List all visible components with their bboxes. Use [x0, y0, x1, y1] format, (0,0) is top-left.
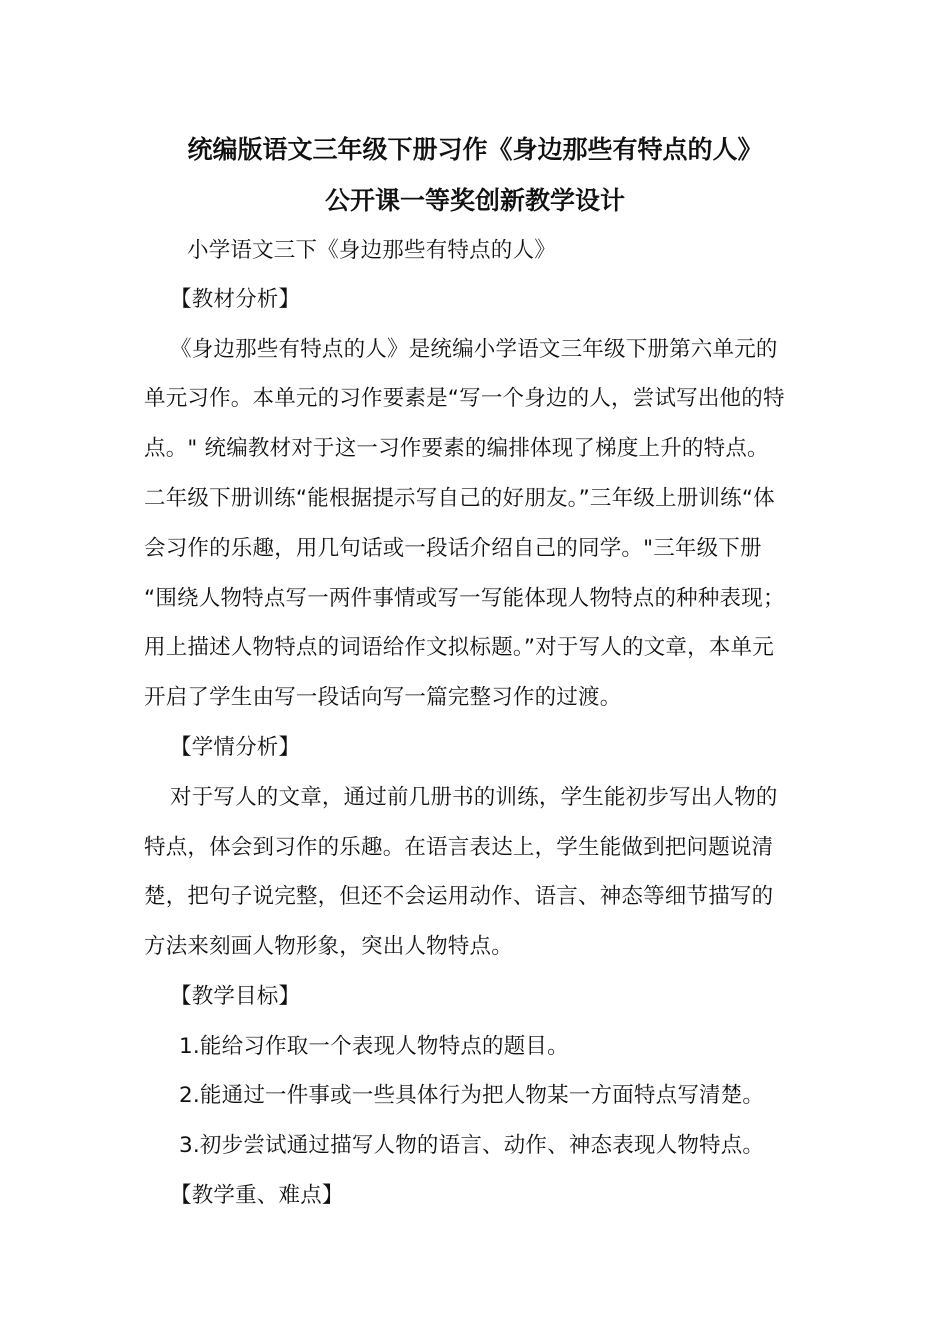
section-heading-student-analysis: 【学情分析】	[170, 735, 301, 760]
goal-item: 1.能给习作取一个表现人物特点的题目。	[179, 1034, 569, 1059]
paragraph-line: 用上描述人物特点的词语给作文拟标题。”对于写人的文章，本单元	[144, 635, 774, 660]
paragraph-line: 单元习作。本单元的习作要素是“写一个身边的人，尝试写出他的特	[144, 386, 785, 411]
paragraph-line: 《身边那些有特点的人》是统编小学语文三年级下册第六单元的	[170, 337, 778, 362]
paragraph-line: 开启了学生由写一段话向写一篇完整习作的过渡。	[144, 685, 622, 710]
paragraph-line: 点。" 统编教材对于这一习作要素的编排体现了梯度上升的特点。	[144, 436, 769, 461]
paragraph-line: 楚，把句子说完整，但还不会运用动作、语言、神态等细节描写的	[144, 884, 774, 909]
section-heading-teaching-goals: 【教学目标】	[170, 984, 301, 1009]
document-subtitle: 小学语文三下《身边那些有特点的人》	[187, 238, 556, 263]
section-heading-key-points: 【教学重、难点】	[170, 1183, 344, 1208]
paragraph-line: 对于写人的文章，通过前几册书的训练，学生能初步写出人物的	[170, 785, 778, 810]
paragraph-line: 会习作的乐趣，用几句话或一段话介绍自己的同学。"三年级下册	[144, 536, 762, 561]
paragraph-line: 二年级下册训练“能根据提示写自己的好朋友。”三年级上册训练“体	[144, 486, 775, 511]
goal-item: 3.初步尝试通过描写人物的语言、动作、神态表现人物特点。	[179, 1133, 765, 1158]
goal-item: 2.能通过一件事或一些具体行为把人物某一方面特点写清楚。	[179, 1083, 765, 1108]
paragraph-line: 特点，体会到习作的乐趣。在语言表达上，学生能做到把问题说清	[144, 835, 774, 860]
document-title-line-1: 统编版语文三年级下册习作《身边那些有特点的人》	[187, 135, 763, 164]
document-title-line-2: 公开课一等奖创新教学设计	[324, 186, 625, 215]
section-heading-textbook-analysis: 【教材分析】	[170, 287, 301, 312]
paragraph-line: “围绕人物特点写一两件事情或写一写能体现人物特点的种种表现；	[144, 586, 785, 611]
paragraph-line: 方法来刻画人物形象，突出人物特点。	[144, 934, 513, 959]
